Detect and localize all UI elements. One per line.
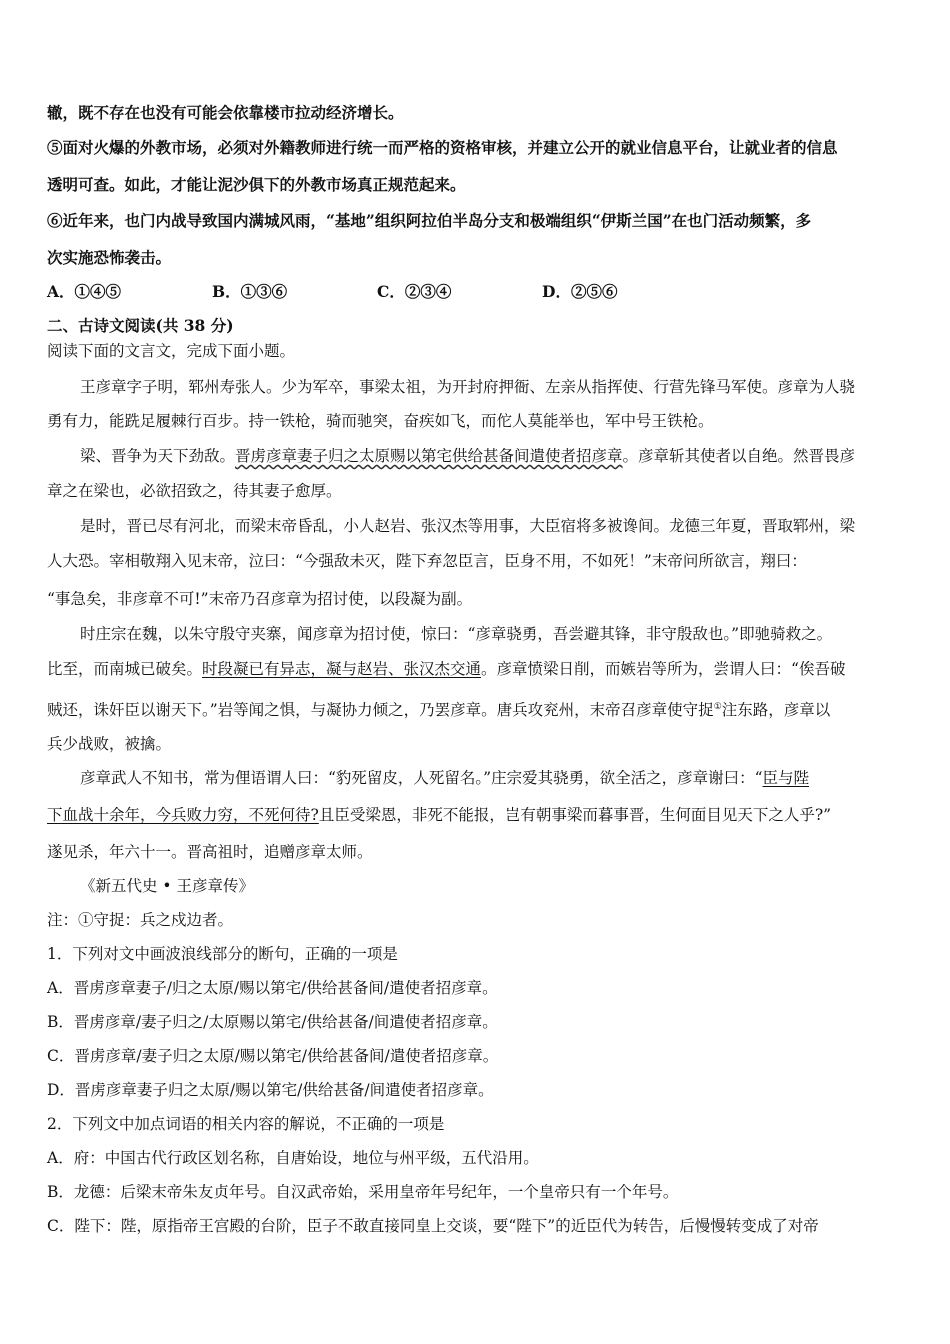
question-stem: 2．下列文中加点词语的相关内容的解说，不正确的一项是 — [47, 1115, 445, 1133]
passage-line: 人大恐。宰相敬翔入见末帝，泣曰：“今强敌未灭，陛下弃忽臣言，臣身不用，不如死！”末帝问所欲言，翔曰： — [47, 552, 807, 570]
passage-line: 勇有力，能跣足履棘行百步。持一铁枪，骑而驰突，奋疾如飞，而佗人莫能举也，军中号王铁枪。 — [47, 412, 714, 430]
passage-line: 王彦章字子明，郓州寿张人。少为军卒，事梁太祖，为开封府押衙、左亲从指挥使、行营先锋马军使。彦章为人骁 — [80, 378, 856, 396]
option-a: A．①④⑤ — [47, 282, 122, 301]
passage-line — [80, 446, 855, 466]
passage-text: 且臣受梁恩，非死不能报，岂有朝事梁而暮事晋，生何面目见天下之人乎?” — [318, 806, 832, 824]
answer-option: A．府：中国古代行政区划名称，自唐始设，地位与州平级，五代沿用。 — [47, 1149, 539, 1167]
section-heading: 二、古诗文阅读(共 38 分) — [47, 316, 234, 335]
answer-option: B．龙德：后梁末帝朱友贞年号。自汉武帝始，采用皇帝年号纪年，一个皇帝只有一个年号。 — [47, 1183, 679, 1201]
passage-line: 时庄宗在魏，以朱守殷守夹寨，闻彦章为招讨使，惊曰：“彦章骁勇，吾尝避其锋，非守殷敌也。”即驰骑救之。 — [80, 625, 833, 643]
passage-line: 兵少战败，被擒。 — [47, 735, 172, 753]
question-stem: 1．下列对文中画波浪线部分的断句，正确的一项是 — [47, 945, 398, 963]
option-d: D．②⑤⑥ — [542, 282, 618, 301]
passage-line — [47, 697, 830, 720]
answer-option: D．晋虏彦章妻子归之太原/赐以第宅/供给甚备/间遣使者招彦章。 — [47, 1081, 494, 1099]
answer-option: C．陛下：陛，原指帝王宫殿的台阶，臣子不敢直接同皇上交谈，要“陛下”的近臣代为转告，后慢慢转变成了对帝 — [47, 1217, 819, 1235]
answer-option: C．晋虏彦章/妻子归之太原/赐以第宅/供给甚备间/遣使者招彦章。 — [47, 1047, 499, 1065]
text-line: 辙，既不存在也没有可能会依靠楼市拉动经济增长。 — [47, 103, 404, 122]
passage-line — [47, 659, 845, 679]
text-line: 次实施恐怖袭击。 — [47, 248, 172, 267]
underlined-text: 下血战十余年，今兵败力穷，不死何待? — [47, 806, 319, 824]
passage-text: 。彦章斩其使者以自绝。然晋畏彦 — [622, 447, 856, 465]
passage-line — [47, 805, 831, 825]
passage-text: 。彦章愤梁日削，而嫉岩等所为，尝谓人曰：“俟吾破 — [481, 660, 846, 678]
option-b: B．①③⑥ — [212, 282, 288, 301]
passage-line: 遂见杀，年六十一。晋高祖时，追赠彦章太师。 — [47, 843, 373, 861]
passage-text: 贼还，诛奸臣以谢天下。”岩等闻之惧，与凝协力倾之，乃罢彦章。唐兵攻兖州，末帝召彦章使守捉 — [47, 701, 714, 720]
passage-line — [80, 768, 809, 788]
footnote: 注：①守捉：兵之戍边者。 — [47, 911, 234, 929]
passage-text: 梁、晋争为天下劲敌。 — [80, 447, 236, 465]
instruction: 阅读下面的文言文，完成下面小题。 — [47, 342, 296, 360]
passage-line: “事急矣，非彦章不可!”末帝乃召彦章为招讨使，以段凝为副。 — [47, 590, 473, 608]
answer-option: A．晋虏彦章妻子/归之太原/赐以第宅/供给甚备间/遣使者招彦章。 — [47, 979, 498, 997]
wavy-underlined-text: 晋虏彦章妻子归之太原赐以第宅供给甚备间遣使者招彦章 — [235, 447, 623, 465]
text-line: ⑤面对火爆的外教市场，必须对外籍教师进行统一而严格的资格审核，并建立公开的就业信息平台，让就业者的信息 — [47, 138, 838, 157]
underlined-text: 时段凝已有异志，凝与赵岩、张汉杰交通 — [202, 660, 482, 678]
passage-line: 章之在梁也，必欲招致之，待其妻子愈厚。 — [47, 482, 342, 500]
answer-option: B．晋虏彦章/妻子归之/太原赐以第宅/供给甚备/间遣使者招彦章。 — [47, 1013, 498, 1031]
passage-text: 比至，而南城已破矣。 — [47, 660, 203, 678]
option-c: C．②③④ — [377, 282, 452, 301]
passage-line: 是时，晋已尽有河北，而梁末帝昏乱，小人赵岩、张汉杰等用事，大臣宿将多被谗间。龙德三年夏，晋取郓州，梁 — [80, 517, 856, 535]
text-line: 透明可查。如此，才能让泥沙俱下的外教市场真正规范起来。 — [47, 175, 466, 194]
underlined-text: 臣与陛 — [762, 769, 810, 787]
passage-text: 彦章武人不知书，常为俚语谓人曰：“豹死留皮，人死留名。”庄宗爱其骁勇，欲全活之，彦章谢曰：“ — [80, 769, 763, 787]
text-line: ⑥近年来，也门内战导致国内满城风雨，“基地”组织阿拉伯半岛分支和极端组织“伊斯兰国”在也门活动频繁，多 — [47, 211, 812, 230]
source-citation: 《新五代史 • 王彦章传》 — [80, 877, 254, 895]
passage-text: 注东路，彦章以 — [721, 701, 831, 720]
footnote-marker: ① — [713, 702, 722, 712]
